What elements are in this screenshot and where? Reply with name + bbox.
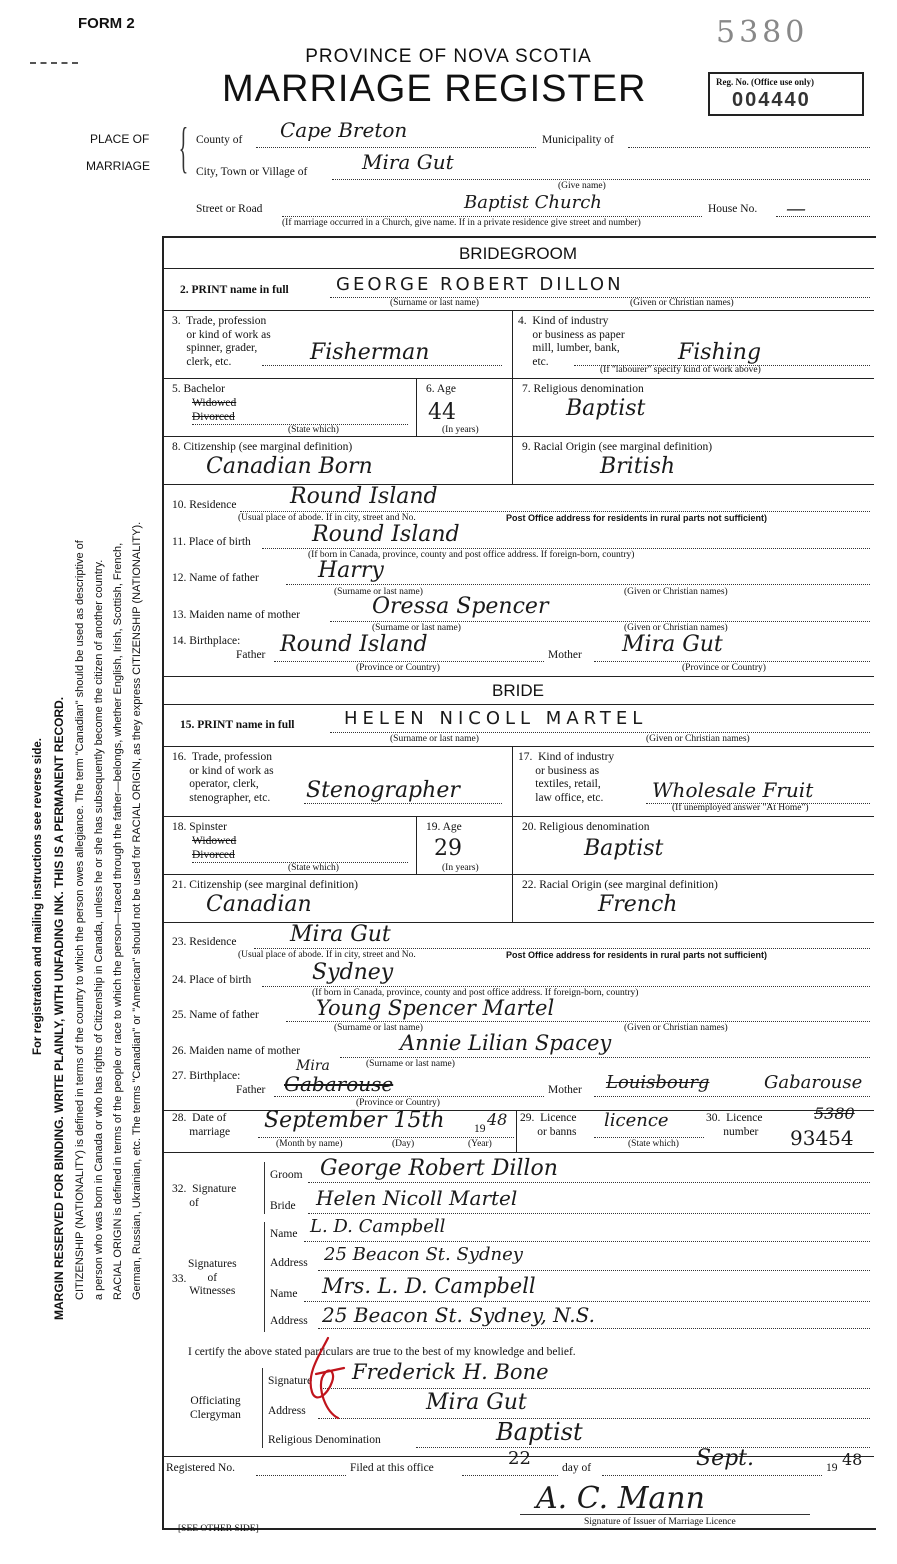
licence-state-caption: (State which) <box>628 1139 679 1149</box>
municipality-label: Municipality of <box>542 134 614 146</box>
signature-label: 32. Signature of <box>172 1183 237 1209</box>
bride-parents-birthplace-label: 27. Birthplace: <box>172 1070 241 1082</box>
groom-birthplace-note: (If born in Canada, province, county and post office address. If foreign-born, country) <box>308 550 635 560</box>
bride-religion: Baptist <box>584 836 664 861</box>
bride-trade: Stenographer <box>306 778 460 803</box>
place-of-label: PLACE OF <box>90 132 150 146</box>
groom-signature: George Robert Dillon <box>320 1156 558 1181</box>
year-caption: (Year) <box>468 1139 492 1149</box>
groom-citizenship: Canadian Born <box>206 454 373 479</box>
place-brace: { <box>178 117 189 179</box>
bride-age-caption: (In years) <box>442 863 479 873</box>
licence-label: 29. Licence or banns <box>520 1112 577 1138</box>
licence-number-crossed: 5380 <box>814 1104 855 1123</box>
groom-name-label: 2. PRINT name in full <box>180 284 289 296</box>
street-value: Baptist Church <box>464 192 602 213</box>
groom-parents-birthplace-label: 14. Birthplace: <box>172 635 241 647</box>
certify-statement: I certify the above stated particulars are true to the best of my knowledge and belief. <box>188 1346 576 1358</box>
marriage-date: September 15th <box>264 1108 445 1133</box>
groom-mother: Oressa Spencer <box>372 594 549 619</box>
groom-residence-label: 10. Residence <box>172 499 237 511</box>
groom-industry-note: (If "labourer" specify kind of work above) <box>600 365 761 375</box>
red-check-mark <box>298 1334 358 1424</box>
licence-number-label: 30. Licence number <box>706 1112 763 1138</box>
bride-residence-label: 23. Residence <box>172 936 237 948</box>
bride-father-birthplace: Mira <box>296 1058 330 1074</box>
groom-father-label: 12. Name of father <box>172 572 259 584</box>
groom-mother-given-caption: (Given or Christian names) <box>624 623 728 633</box>
licence-value: licence <box>604 1110 669 1131</box>
w1-address-word: Address <box>270 1257 308 1269</box>
witness-number: 33. <box>172 1273 187 1285</box>
bride-industry-note: (If unemployed answer "At Home") <box>672 803 809 813</box>
bride-father-prov-caption: (Province or Country) <box>356 1098 440 1108</box>
registered-label: Registered No. <box>166 1462 235 1474</box>
punch-mark <box>30 62 78 64</box>
margin-instructions: For registration and mailing instructions see reverse side. <box>32 738 44 1055</box>
bride-given-caption: (Given or Christian names) <box>646 734 750 744</box>
groom-mother-prov-caption: (Province or Country) <box>682 663 766 673</box>
clergy-denomination: Baptist <box>496 1418 583 1446</box>
bride-name: HELEN NICOLL MARTEL <box>344 708 648 729</box>
licence-number: 93454 <box>790 1126 854 1150</box>
margin-citizenship-2: a person who was born in Canada or who has rights of Citizenship in Canada, unless he or she has subsequently become the citizen of another country. <box>93 559 105 1300</box>
officiating-label: Officiating Clergyman <box>190 1395 241 1421</box>
bride-heading: BRIDE <box>492 681 544 700</box>
bride-word: Bride <box>270 1200 296 1212</box>
groom-birthplace-label: 11. Place of birth <box>172 536 251 548</box>
bride-mother-surname-caption: (Surname or last name) <box>366 1059 455 1069</box>
bride-father-surname-caption: (Surname or last name) <box>334 1023 423 1033</box>
reg-number: 004440 <box>732 89 811 111</box>
margin-binding: MARGIN RESERVED FOR BINDING. WRITE PLAINLY, WITH UNFADING INK. THIS IS A PERMANENT RECORD. <box>52 696 66 1320</box>
bride-mother-word: Mother <box>548 1084 582 1096</box>
bride-industry: Wholesale Fruit <box>652 778 814 802</box>
bride-mother-birthplace-crossed: Louisbourg <box>606 1072 710 1093</box>
marriage-label: MARRIAGE <box>86 159 151 173</box>
groom-trade-label: 3. Trade, profession or kind of work as spinner, grader, clerk, etc. <box>172 315 271 368</box>
groom-residence-note2: Post Office address for residents in rural parts not sufficient) <box>506 513 768 523</box>
margin-racial-2: German, Russian, Ukrainian, etc. The terms "Canadian" or "American" should not be used for RACIAL ORIGIN, as they express CITIZENSHIP (NATIONALITY). <box>131 521 143 1300</box>
groom-industry: Fishing <box>678 340 762 365</box>
month-caption: (Month by name) <box>276 1139 343 1149</box>
groom-father-word: Father <box>236 649 266 661</box>
page-title: MARRIAGE REGISTER <box>222 68 647 110</box>
issuer-caption: Signature of Issuer of Marriage Licence <box>584 1517 736 1527</box>
bride-racial-label: 22. Racial Origin (see marginal definition) <box>522 879 718 891</box>
corner-number: 5380 <box>716 15 809 50</box>
bride-mother-label: 26. Maiden name of mother <box>172 1045 301 1057</box>
w2-name-word: Name <box>270 1288 298 1300</box>
clergy-address-word: Address <box>268 1405 306 1417</box>
groom-age-label: 6. Age <box>426 383 457 395</box>
clergy-denomination-word: Religious Denomination <box>268 1434 381 1446</box>
w2-name: Mrs. L. D. Campbell <box>322 1274 536 1298</box>
street-label: Street or Road <box>196 203 263 215</box>
groom-father-surname-caption: (Surname or last name) <box>334 587 423 597</box>
w1-name: L. D. Campbell <box>310 1216 446 1237</box>
filed-month: Sept. <box>696 1446 755 1471</box>
groom-mother-word: Mother <box>548 649 582 661</box>
bride-father-label: 25. Name of father <box>172 1009 259 1021</box>
bridegroom-heading: BRIDEGROOM <box>458 244 578 263</box>
street-note: (If marriage occurred in a Church, give name. If in a private residence give street and number) <box>282 218 641 228</box>
reg-number-label: Reg. No. (Office use only) <box>716 77 814 87</box>
day-of-label: day of <box>562 1462 592 1474</box>
bride-racial: French <box>598 892 678 917</box>
groom-citizenship-label: 8. Citizenship (see marginal definition) <box>172 441 353 453</box>
bride-father-word: Father <box>236 1084 266 1096</box>
bride-residence-note: (Usual place of abode. If in city, street and No. <box>238 950 416 960</box>
form-label: FORM 2 <box>78 15 135 32</box>
bride-surname-caption: (Surname or last name) <box>390 734 479 744</box>
bride-age: 29 <box>434 836 462 861</box>
witness-heading: Signatures of Witnesses <box>188 1258 237 1297</box>
margin-citizenship-1: CITIZENSHIP (NATIONALITY) is defined in terms of the country to which the person owes allegiance. The term "Canadian" should be used as descriptive of <box>74 540 86 1300</box>
city-value: Mira Gut <box>362 150 454 174</box>
issuer-signature: A. C. Mann <box>536 1481 705 1516</box>
day-caption: (Day) <box>392 1139 415 1149</box>
groom-given-caption: (Given or Christian names) <box>630 298 734 308</box>
city-label: City, Town or Village of <box>196 166 308 178</box>
groom-state-caption: (State which) <box>288 425 339 435</box>
bride-state-caption: (State which) <box>288 863 339 873</box>
groom-residence-note: (Usual place of abode. If in city, street and No. <box>238 513 416 523</box>
bride-widowed-label: Widowed <box>192 835 237 847</box>
filed-year: 48 <box>842 1450 863 1469</box>
bride-father-given-caption: (Given or Christian names) <box>624 1023 728 1033</box>
groom-age-caption: (In years) <box>442 425 479 435</box>
bride-age-label: 19. Age <box>426 821 462 833</box>
bride-spinster-label: 18. Spinster <box>172 821 227 833</box>
bride-name-label: 15. PRINT name in full <box>180 719 295 731</box>
groom-father-prov-caption: (Province or Country) <box>356 663 440 673</box>
groom-mother-label: 13. Maiden name of mother <box>172 609 301 621</box>
clergy-address: Mira Gut <box>426 1390 527 1415</box>
county-label: County of <box>196 134 243 146</box>
groom-father-birthplace: Round Island <box>280 632 428 657</box>
filed-label: Filed at this office <box>350 1462 434 1474</box>
groom-racial: British <box>600 454 676 479</box>
bride-birthplace-note: (If born in Canada, province, county and post office address. If foreign-born, country) <box>312 988 639 998</box>
groom-bachelor-label: 5. Bachelor <box>172 383 226 395</box>
clergy-signature-word: Signature <box>268 1375 313 1387</box>
groom-industry-label: 4. Kind of industry or business as paper mill, lumber, bank, etc. <box>518 315 625 368</box>
reg-number-box <box>708 72 864 116</box>
county-value: Cape Breton <box>280 118 408 142</box>
w2-address: 25 Beacon St. Sydney, N.S. <box>322 1303 595 1327</box>
groom-name: GEORGE ROBERT DILLON <box>336 274 624 295</box>
bride-mother-birthplace: Gabarouse <box>764 1072 863 1093</box>
bride-citizenship: Canadian <box>206 892 312 917</box>
bride-signature: Helen Nicoll Martel <box>316 1186 518 1210</box>
groom-father-given-caption: (Given or Christian names) <box>624 587 728 597</box>
groom-divorced-label: Divorced <box>192 411 235 423</box>
groom-word: Groom <box>270 1169 303 1181</box>
bride-divorced-label: Divorced <box>192 849 235 861</box>
groom-age: 44 <box>428 400 456 425</box>
bride-mother: Annie Lilian Spacey <box>400 1031 612 1055</box>
groom-surname-caption: (Surname or last name) <box>390 298 479 308</box>
marriage-date-label: 28. Date of marriage <box>172 1112 231 1138</box>
groom-widowed-label: Widowed <box>192 397 237 409</box>
w2-address-word: Address <box>270 1315 308 1327</box>
groom-mother-surname-caption: (Surname or last name) <box>372 623 461 633</box>
marriage-year-prefix: 19 <box>474 1123 486 1135</box>
w1-name-word: Name <box>270 1228 298 1240</box>
filed-year-prefix: 19 <box>826 1462 838 1474</box>
bride-father-birthplace-crossed: Gabarouse <box>284 1072 394 1096</box>
bride-citizenship-label: 21. Citizenship (see marginal definition) <box>172 879 358 891</box>
groom-residence: Round Island <box>290 484 438 509</box>
bride-residence-note2: Post Office address for residents in rural parts not sufficient) <box>506 950 768 960</box>
house-label: House No. <box>708 203 758 215</box>
groom-father: Harry <box>318 558 384 583</box>
bride-religion-label: 20. Religious denomination <box>522 821 650 833</box>
house-value: — <box>786 196 806 220</box>
marriage-year: 48 <box>487 1110 508 1129</box>
bride-industry-label: 17. Kind of industry or business as textiles, retail, law office, etc. <box>518 751 615 804</box>
filed-day: 22 <box>508 1448 531 1469</box>
bride-father: Young Spencer Martel <box>316 996 555 1020</box>
clergy-signature: Frederick H. Bone <box>352 1360 549 1384</box>
bride-birthplace-label: 24. Place of birth <box>172 974 252 986</box>
groom-trade: Fisherman <box>310 340 430 365</box>
bride-trade-label: 16. Trade, profession or kind of work as operator, clerk, stenographer, etc. <box>172 751 274 804</box>
groom-mother-birthplace: Mira Gut <box>622 632 723 657</box>
see-other-side: [SEE OTHER SIDE] <box>178 1524 259 1534</box>
groom-religion: Baptist <box>566 396 646 421</box>
groom-birthplace: Round Island <box>312 522 460 547</box>
margin-racial-1: RACIAL ORIGIN is defined in terms of the people or race to which the person—traced through the father—belongs, whether English, Irish, Scottish, French, <box>112 542 124 1300</box>
groom-religion-label: 7. Religious denomination <box>522 383 644 395</box>
bride-residence: Mira Gut <box>290 922 391 947</box>
bride-birthplace: Sydney <box>312 960 394 985</box>
w1-address: 25 Beacon St. Sydney <box>324 1244 523 1265</box>
province-heading: PROVINCE OF NOVA SCOTIA <box>305 46 592 67</box>
groom-racial-label: 9. Racial Origin (see marginal definition) <box>522 441 713 453</box>
give-name-caption: (Give name) <box>558 181 606 191</box>
